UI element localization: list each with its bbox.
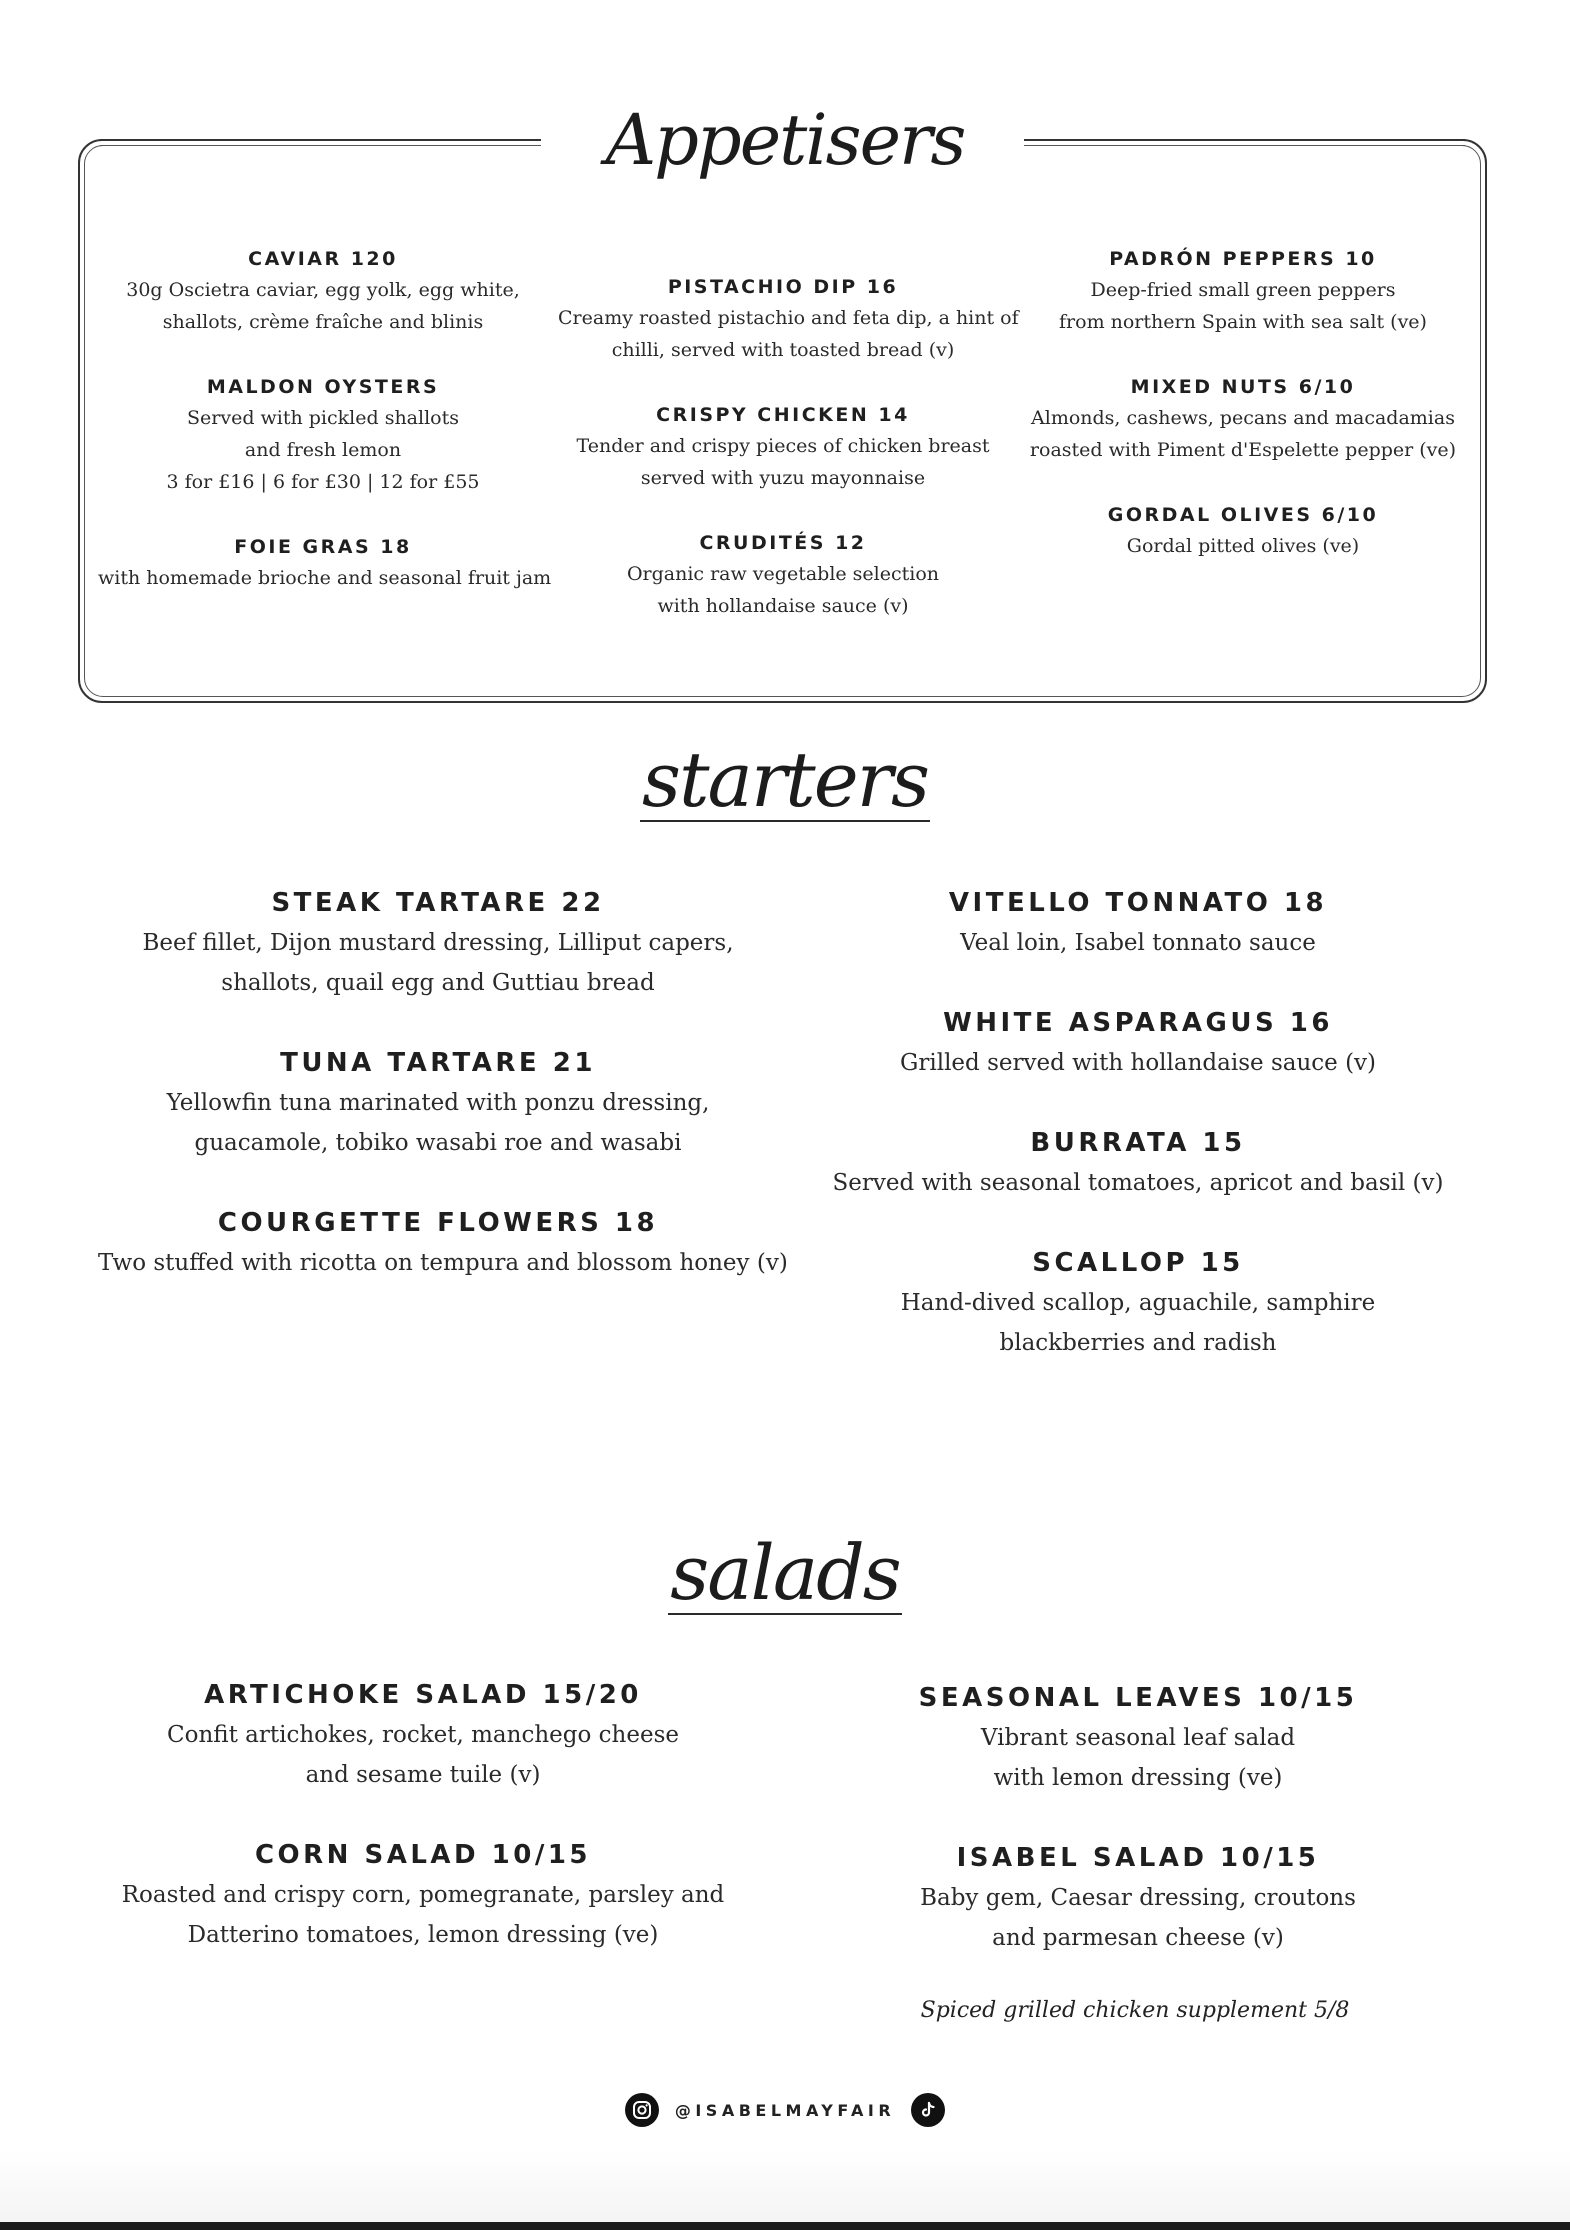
menu-item: VITELLO TONNATO 18 Veal loin, Isabel tonnato sauce: [798, 883, 1478, 963]
social-handle[interactable]: @ISABELMAYFAIR: [674, 2100, 896, 2120]
menu-item: CRISPY CHICKEN 14 Tender and crispy pieces of chicken breast served with yuzu mayonnaise: [558, 400, 1008, 494]
item-name: ISABEL SALAD 10/15: [956, 1843, 1320, 1873]
item-name: VITELLO TONNATO 18: [948, 888, 1328, 918]
menu-item: CRUDITÉS 12 Organic raw vegetable selection with hollandaise sauce (v): [558, 528, 1008, 622]
menu-item: FOIE GRAS 18 with homemade brioche and seasonal fruit jam: [98, 532, 548, 594]
item-name: CRISPY CHICKEN 14: [656, 404, 910, 426]
menu-item: ARTICHOKE SALAD 15/20 Confit artichokes, rocket, manchego cheese and sesame tuile (v): [78, 1675, 768, 1795]
menu-item: WHITE ASPARAGUS 16 Grilled served with hollandaise sauce (v): [798, 1003, 1478, 1083]
menu-item: TUNA TARTARE 21 Yellowfin tuna marinated with ponzu dressing, guacamole, tobiko wasabi roe and wasabi: [98, 1043, 778, 1163]
item-name: CRUDITÉS 12: [699, 532, 867, 554]
item-name: WHITE ASPARAGUS 16: [943, 1008, 1333, 1038]
menu-item: CORN SALAD 10/15 Roasted and crispy corn, pomegranate, parsley and Datterino tomatoes, lemon dressing (ve): [78, 1835, 768, 1955]
menu-item: SEASONAL LEAVES 10/15 Vibrant seasonal leaf salad with lemon dressing (ve): [798, 1678, 1478, 1798]
menu-item: BURRATA 15 Served with seasonal tomatoes, apricot and basil (v): [798, 1123, 1478, 1203]
item-name: SCALLOP 15: [1032, 1248, 1244, 1278]
menu-item: PADRÓN PEPPERS 10 Deep-fried small green peppers from northern Spain with sea salt (ve): [1018, 244, 1468, 338]
page-bottom-edge: [0, 2222, 1570, 2230]
supplement-note: Spiced grilled chicken supplement 5/8: [920, 1998, 1350, 2023]
item-name: MALDON OYSTERS: [206, 376, 440, 398]
menu-item: PISTACHIO DIP 16 Creamy roasted pistachio and feta dip, a hint of chilli, served with toasted bread (v): [558, 272, 1008, 366]
menu-item: ISABEL SALAD 10/15 Baby gem, Caesar dressing, croutons and parmesan cheese (v): [798, 1838, 1478, 1958]
item-name: ARTICHOKE SALAD 15/20: [204, 1680, 642, 1710]
menu-item: COURGETTE FLOWERS 18 Two stuffed with ricotta on tempura and blossom honey (v): [98, 1203, 778, 1283]
menu-item: STEAK TARTARE 22 Beef fillet, Dijon mustard dressing, Lilliput capers, shallots, quail egg and Guttiau bread: [98, 883, 778, 1003]
menu-item: SCALLOP 15 Hand-dived scallop, aguachile, samphire blackberries and radish: [798, 1243, 1478, 1363]
menu-item: MALDON OYSTERS Served with pickled shallots and fresh lemon 3 for £16 | 6 for £30 | 12 for £55: [98, 372, 548, 498]
item-name: TUNA TARTARE 21: [280, 1048, 596, 1078]
item-name: BURRATA 15: [1030, 1128, 1246, 1158]
item-name: GORDAL OLIVES 6/10: [1107, 504, 1379, 526]
appetisers-title: Appetisers: [605, 99, 965, 181]
starters-title: starters: [641, 735, 929, 824]
item-name: STEAK TARTARE 22: [271, 888, 605, 918]
salads-title: salads: [670, 1528, 900, 1617]
menu-item: GORDAL OLIVES 6/10 Gordal pitted olives (ve): [1018, 500, 1468, 562]
item-name: PISTACHIO DIP 16: [667, 276, 899, 298]
item-name: PADRÓN PEPPERS 10: [1109, 248, 1377, 270]
item-name: CAVIAR 120: [248, 248, 398, 270]
item-name: FOIE GRAS 18: [234, 536, 412, 558]
tiktok-icon[interactable]: [911, 2093, 945, 2127]
item-name: CORN SALAD 10/15: [254, 1840, 592, 1870]
instagram-icon[interactable]: [625, 2093, 659, 2127]
item-name: SEASONAL LEAVES 10/15: [918, 1683, 1358, 1713]
item-name: COURGETTE FLOWERS 18: [217, 1208, 659, 1238]
menu-item: CAVIAR 120 30g Oscietra caviar, egg yolk, egg white, shallots, crème fraîche and blinis: [98, 244, 548, 338]
menu-item: MIXED NUTS 6/10 Almonds, cashews, pecans and macadamias roasted with Piment d'Espelette pepper (ve): [1018, 372, 1468, 466]
item-name: MIXED NUTS 6/10: [1130, 376, 1356, 398]
social-footer: [0, 2093, 1570, 2129]
